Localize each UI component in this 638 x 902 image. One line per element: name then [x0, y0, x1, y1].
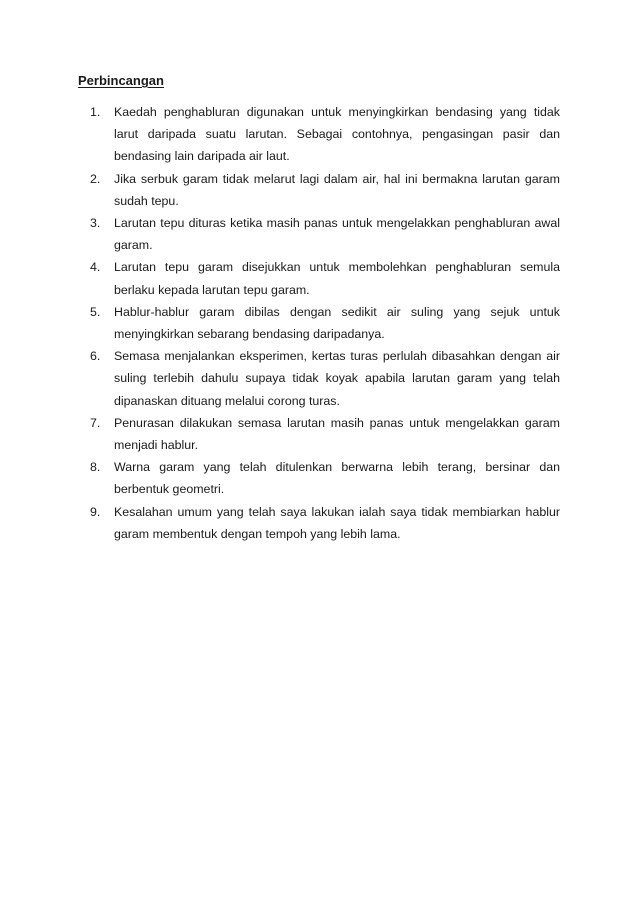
list-item — [90, 345, 560, 412]
list-item-number: 4. — [90, 260, 101, 275]
list-item-number: 2. — [90, 171, 101, 186]
list-item-text: Warna garam yang telah ditulenkan berwarna lebih terang, bersinar dan berbentuk geometri. — [114, 460, 560, 497]
list-item-text: Hablur-hablur garam dibilas dengan sedikit air suling yang sejuk untuk menyingkirkan sebarang bendasing daripadanya. — [114, 304, 560, 342]
list-item-number: 3. — [90, 216, 101, 231]
list-item-number: 5. — [90, 304, 101, 319]
list-item-text: Jika serbuk garam tidak melarut lagi dalam air, hal ini bermakna larutan garam sudah tepu. — [114, 171, 560, 208]
list-item-number: 7. — [90, 415, 101, 430]
list-item-text: Kaedah penghabluran digunakan untuk menyingkirkan bendasing yang tidak larut daripada suatu larutan. Sebagai contohnya, pengasingan pasir dan bendasing lain daripada air laut. — [114, 105, 560, 164]
list-item — [90, 301, 560, 345]
list-item-text: Larutan tepu dituras ketika masih panas untuk mengelakkan penghabluran awal garam. — [114, 216, 560, 253]
list-item — [90, 212, 560, 256]
list-item — [90, 456, 560, 500]
list-item-text: Semasa menjalankan eksperimen, kertas turas perlulah dibasahkan dengan air suling terlebih dahulu supaya tidak koyak apabila larutan garam yang telah dipanaskan dituang melalui corong turas. — [114, 349, 560, 408]
list-item — [90, 412, 560, 456]
list-item-number: 8. — [90, 460, 101, 475]
list-item-text: Penurasan dilakukan semasa larutan masih panas untuk mengelakkan garam menjadi hablur. — [114, 415, 560, 453]
section-heading: Perbincangan — [78, 73, 164, 88]
discussion-list — [90, 101, 560, 545]
list-item-number: 1. — [90, 105, 101, 119]
list-item — [90, 501, 560, 545]
list-item-text: Kesalahan umum yang telah saya lakukan ialah saya tidak membiarkan hablur garam membentuk dengan tempoh yang lebih lama. — [114, 504, 560, 541]
list-item — [90, 101, 560, 168]
list-item-number: 9. — [90, 504, 101, 519]
list-item-text: Larutan tepu garam disejukkan untuk membolehkan penghabluran semula berlaku kepada larutan tepu garam. — [114, 260, 560, 297]
list-item — [90, 168, 560, 212]
list-item — [90, 256, 560, 300]
list-item-number: 6. — [90, 349, 101, 364]
